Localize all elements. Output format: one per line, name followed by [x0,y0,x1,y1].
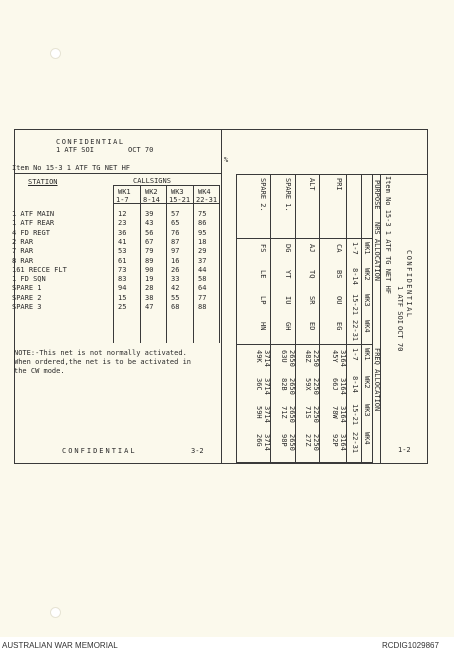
freq-week-header: WK2 [363,376,371,389]
station-name: SPARE 2 [12,293,42,302]
purpose-cell: PRI [335,178,343,191]
nrs-week-range: 1-7 [351,242,359,255]
freq-week-header: WK1 [363,348,371,361]
callsign-cell: 76 [171,228,180,237]
callsign-cell: 87 [171,237,180,246]
nrs-week-header: WK2 [363,268,371,281]
nrs-week-header: WK3 [363,294,371,307]
nrs-cell: TQ [308,270,316,279]
item-title: Item No 15-3 1 ATF TG NET HF [12,164,131,172]
callsign-cell: 39 [145,210,154,218]
freq-week-header: WK3 [363,404,371,417]
callsigns-header: CALLSIGNS [133,177,171,185]
nrs-week-range: 8-14 [351,268,359,285]
callsign-cell: 16 [171,256,180,265]
callsign-cell: 83 [118,275,127,284]
station-name: 161 RECCE FLT [12,265,67,274]
station-name: SPARE 3 [12,303,42,311]
page-number-right: 1-2 [398,446,411,454]
classification-header-rotated: CONFIDENTIAL [405,250,413,319]
nrs-cell: DG [284,244,292,253]
callsign-cell: 42 [171,284,180,293]
callsign-cell: 36 [118,228,127,237]
note-line: When ordered,the net is to be activated in [14,358,192,366]
callsign-cell: 29 [198,247,207,256]
callsign-cell: 73 [118,265,127,274]
callsign-cell: 23 [118,219,127,228]
freq-cell: 2250 59X [304,378,320,395]
callsign-cell: 61 [118,256,127,265]
freq-week-range: 1-7 [351,348,359,361]
classification-footer: CONFIDENTIAL [62,447,137,455]
freq-cell: 2250 48Z [304,350,320,367]
freq-cell: 3714 59H [255,406,271,423]
freq-cell: 3164 66J [331,378,347,395]
station-header: STATION [28,178,58,186]
purpose-cell: ALT [308,178,316,191]
callsign-cell: 94 [118,284,127,293]
classification-header: CONFIDENTIAL [56,138,125,146]
freq-cell: 3164 45Y [331,350,347,367]
soi-title-rotated: 1 ATF SOI [396,286,404,324]
nrs-cell: SR [308,296,316,305]
station-name: 1 ATF REAR [12,219,55,228]
week-range: 15-21 [169,196,191,204]
callsign-cell: 77 [198,293,207,302]
nrs-cell: CA [335,244,343,253]
station-name: 1 ATF MAIN [12,210,55,218]
callsign-cell: 57 [171,210,180,218]
callsign-cell: 26 [171,265,180,274]
callsign-cell: 95 [198,228,207,237]
nrs-cell: GH [284,322,292,331]
callsign-cell: 58 [198,275,207,284]
purpose-cell: SPARE 1. [284,178,292,212]
freq-week-range: 8-14 [351,376,359,393]
soi-date: OCT 70 [128,146,154,154]
soi-title: 1 ATF SOI [56,146,94,154]
item-title-rotated: Item No 15-3 1 ATF TG NET HF [384,176,392,295]
freq-cell: 3714 49K [255,350,271,367]
freq-allocation-header: FREQ ALLOCATION [373,348,381,412]
handwritten-mark: % [224,156,229,164]
callsign-cell: 47 [145,303,154,311]
note-line: the CW mode. [14,367,65,375]
freq-cell: 2250 71S [304,406,320,423]
callsign-cell: 68 [171,303,180,311]
nrs-week-header: WK4 [363,320,371,333]
callsign-cell: 41 [118,237,127,246]
callsign-cell: 65 [171,219,180,228]
nrs-cell: LE [259,270,267,279]
freq-cell: 3714 26G [255,434,271,451]
nrs-week-range: 15-21 [351,294,359,316]
callsign-cell: 25 [118,303,127,311]
nrs-allocation-header: NRS ALLOCATION [373,222,381,282]
nrs-cell: EG [335,322,343,331]
callsign-cell: 86 [198,219,207,228]
callsign-cell: 18 [198,237,207,246]
freq-cell: 2650 82B [280,378,296,395]
freq-cell: 3164 78W [331,406,347,423]
soi-date-rotated: OCT 70 [396,326,404,352]
week-range: 8-14 [143,196,160,204]
callsign-cell: 88 [198,303,207,311]
freq-cell: 3714 36C [255,378,271,395]
station-name: 2 RAR [12,237,34,246]
callsign-cell: 19 [145,275,154,284]
punch-hole [50,607,61,618]
station-name: 8 RAR [12,256,34,265]
freq-cell: 3164 92P [331,434,347,451]
callsign-cell: 56 [145,228,154,237]
nrs-cell: AJ [308,244,316,253]
note-line: NOTE:-This net is not normally activated. [14,349,187,357]
purpose-cell: SPARE 2. [259,178,267,212]
freq-week-header: WK4 [363,432,371,445]
freq-cell: 2650 63U [280,350,296,367]
nrs-cell: ED [308,322,316,331]
station-name: 1 FD SQN [12,275,46,284]
callsign-cell: 15 [118,293,127,302]
station-name: 4 FD REGT [12,228,50,237]
callsign-cell: 90 [145,265,154,274]
callsign-cell: 79 [145,247,154,256]
callsign-cell: 67 [145,237,154,246]
punch-hole [50,48,61,59]
week-header: WK1 [118,188,131,196]
freq-cell: 2650 98P [280,434,296,451]
freq-week-range: 22-31 [351,432,359,454]
week-header: WK4 [198,188,211,196]
nrs-cell: FS [259,244,267,253]
callsign-cell: 75 [198,210,207,218]
page-number: 3-2 [191,447,204,455]
freq-cell: 2650 71Z [280,406,296,423]
week-header: WK3 [171,188,184,196]
callsign-cell: 12 [118,210,127,218]
callsign-cell: 44 [198,265,207,274]
week-range: 1-7 [116,196,129,204]
callsign-cell: 38 [145,293,154,302]
nrs-week-range: 22-31 [351,320,359,342]
week-header: WK2 [145,188,158,196]
nrs-cell: HN [259,322,267,331]
callsign-cell: 53 [118,247,127,256]
week-range: 22-31 [196,196,218,204]
station-name: 7 RAR [12,247,34,256]
nrs-cell: BS [335,270,343,279]
callsign-cell: 28 [145,284,154,293]
callsign-cell: 89 [145,256,154,265]
purpose-header: PURPOSE [373,180,381,210]
callsign-cell: 97 [171,247,180,256]
station-name: SPARE 1 [12,284,42,293]
nrs-cell: YT [284,270,292,279]
callsign-cell: 55 [171,293,180,302]
nrs-cell: LP [259,296,267,305]
nrs-cell: IU [284,296,292,305]
nrs-week-header: WK1 [363,242,371,255]
callsign-cell: 33 [171,275,180,284]
footer-reference: RCDIG1029867 [382,641,439,650]
callsign-cell: 64 [198,284,207,293]
callsign-cell: 43 [145,219,154,228]
footer-source: AUSTRALIAN WAR MEMORIAL [2,641,118,650]
freq-week-range: 15-21 [351,404,359,426]
freq-cell: 2250 27Z [304,434,320,451]
nrs-cell: OU [335,296,343,305]
callsign-cell: 37 [198,256,207,265]
